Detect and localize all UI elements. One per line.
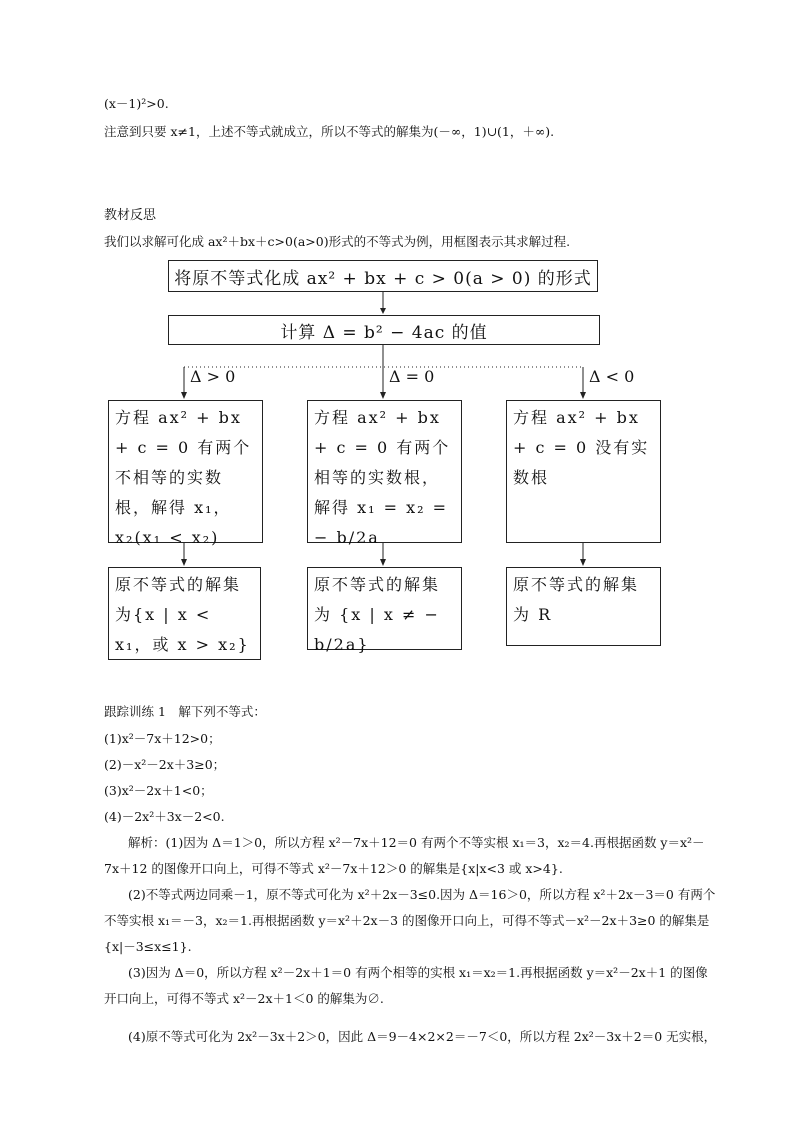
flow-top-box: 将原不等式化成 ax² + bx + c > 0(a > 0) 的形式 [168, 260, 598, 292]
result-box-2: 原不等式的解集为 {x | x ≠ − b/2a} [307, 567, 462, 650]
solution-2: (2)不等式两边同乘－1，原不等式可化为 x²＋2x－3≤0.因为 Δ＝16＞0，所以方程 x²＋2x－3＝0 有两个不等实根 x₁＝－3，x₂＝1.再根据函数 y＝x²＋2x－3 的图像开口向上，可得不等式－x²－2x＋3≥0 的解集是{x|－3≤x≤1}. [104, 887, 716, 954]
exercise-item-3: (3)x²－2x＋1<0； [104, 783, 213, 798]
result-box-3: 原不等式的解集为 R [506, 567, 661, 646]
intro-line-2: 注意到只要 x≠1，上述不等式就成立，所以不等式的解集为(－∞，1)∪(1，＋∞). [104, 124, 555, 139]
solution-4: (4)原不等式可化为 2x²－3x＋2＞0，因此 Δ＝9－4×2×2＝－7＜0，所以方程 2x²－3x＋2＝0 无实根， [128, 1029, 717, 1044]
solution-1: 解析：(1)因为 Δ＝1＞0，所以方程 x²－7x＋12＝0 有两个不等实根 x₁＝3，x₂＝4.再根据函数 y＝x²－7x＋12 的图像开口向上，可得不等式 x²－7x＋12＞0 的解集是{x|x<3 或 x>4}. [104, 835, 705, 876]
exercise-item-1: (1)x²－7x＋12>0； [104, 731, 221, 746]
case-box-1: 方程 ax² + bx + c = 0 有两个不相等的实数根，解得 x₁，x₂(x₁ < x₂) [108, 400, 263, 543]
branch-condition-2: Δ = 0 [389, 367, 435, 386]
solution-3: (3)因为 Δ＝0，所以方程 x²－2x＋1＝0 有两个相等的实根 x₁＝x₂＝1.再根据函数 y＝x²－2x＋1 的图像开口向上，可得不等式 x²－2x＋1＜0 的解集为∅. [104, 965, 708, 1006]
case-box-3: 方程 ax² + bx + c = 0 没有实数根 [506, 400, 661, 543]
flow-calc-box: 计算 Δ = b² − 4ac 的值 [168, 315, 600, 345]
exercise-title: 跟踪训练 1 解下列不等式： [104, 704, 266, 719]
exercise-item-4: (4)－2x²＋3x－2<0. [104, 809, 225, 824]
branch-condition-3: Δ < 0 [589, 367, 635, 386]
exercise-item-2: (2)－x²－2x＋3≥0； [104, 757, 226, 772]
branch-condition-1: Δ > 0 [190, 367, 236, 386]
case-box-2: 方程 ax² + bx + c = 0 有两个相等的实数根，解得 x₁ = x₂ = − b/2a [307, 400, 462, 543]
result-box-1: 原不等式的解集为{x | x < x₁，或 x > x₂} [108, 567, 261, 660]
reflection-heading: 教材反思 [104, 208, 157, 223]
intro-line-1: (x－1)²>0. [104, 96, 169, 111]
reflection-desc: 我们以求解可化成 ax²＋bx＋c>0(a>0)形式的不等式为例，用框图表示其求解过程. [104, 234, 571, 249]
